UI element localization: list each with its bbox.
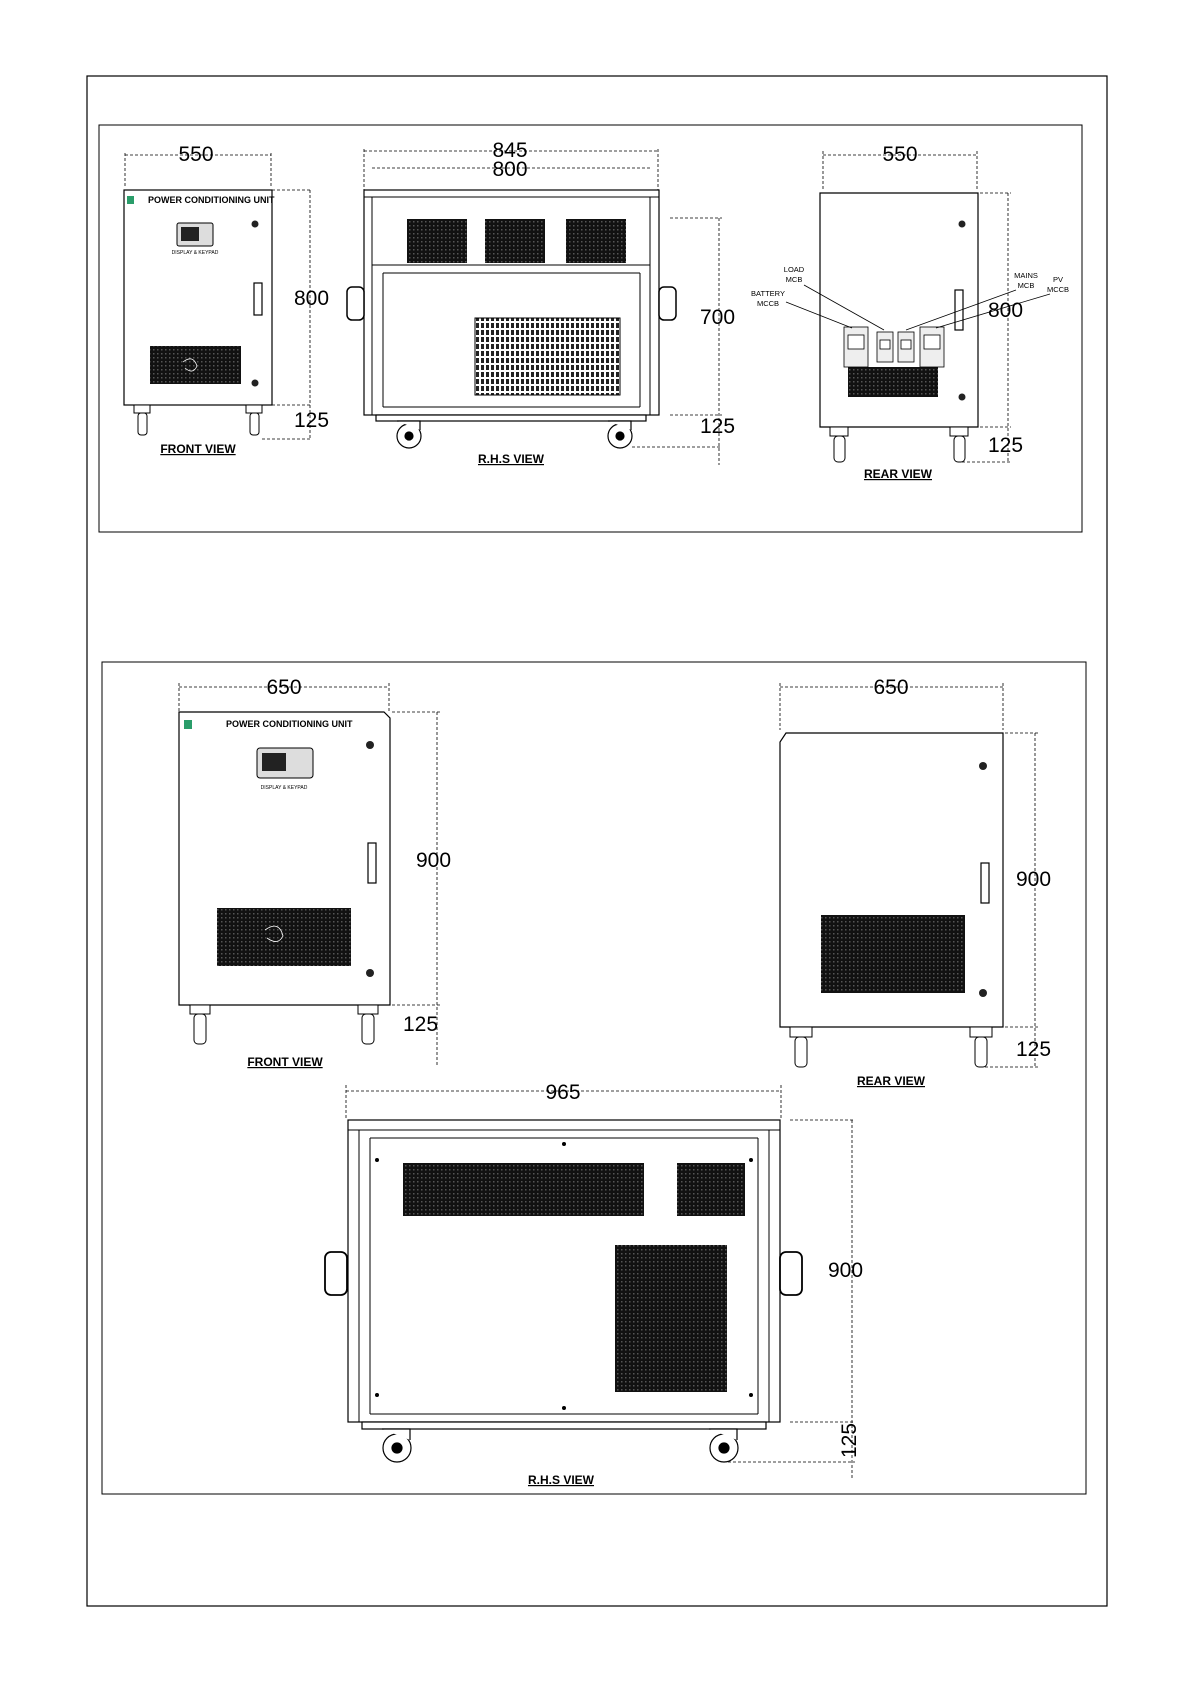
rear-view-title: REAR VIEW — [856, 1074, 926, 1088]
side-castor-dim: 125 — [838, 1422, 861, 1458]
side-view-title: R.H.S VIEW — [477, 452, 545, 466]
rear-castor-dim: 125 — [1016, 1038, 1052, 1061]
front-width-dim: 650 — [266, 676, 302, 699]
side-handle — [659, 287, 676, 320]
vent-grille — [217, 908, 351, 966]
rear-height-dim: 800 — [988, 299, 1024, 322]
door-handle — [368, 843, 376, 883]
logo-icon — [184, 720, 192, 729]
callout-battery-line2: MCCB — [756, 299, 780, 308]
vent-grille — [403, 1163, 644, 1216]
vent-grille — [615, 1245, 727, 1392]
side-height-dim: 900 — [828, 1259, 864, 1282]
callout-load-line1: LOAD — [783, 265, 805, 274]
rear-castor-dim: 125 — [988, 434, 1024, 457]
front-view-title: FRONT VIEW — [160, 442, 236, 456]
vent-grille — [485, 219, 545, 263]
callout-mains-line2: MCB — [1017, 281, 1035, 290]
lock-icon — [252, 221, 259, 228]
callout-pv-line2: MCCB — [1046, 285, 1070, 294]
side-handle — [780, 1252, 802, 1295]
lock-icon — [366, 741, 374, 749]
side-view-title: R.H.S VIEW — [527, 1473, 595, 1487]
side-overall-width-dim: 845 — [492, 139, 528, 162]
front-view-title: FRONT VIEW — [247, 1055, 323, 1069]
door-handle — [254, 283, 262, 315]
rear-width-dim: 550 — [882, 143, 918, 166]
castor-height-dim: 125 — [403, 1013, 439, 1036]
unit-label: POWER CONDITIONING UNIT — [226, 719, 353, 729]
side-handle — [347, 287, 364, 320]
display-label: DISPLAY & KEYPAD — [260, 785, 308, 791]
louvre-panel — [475, 318, 620, 395]
side-overall-width-dim: 965 — [545, 1081, 581, 1104]
vent-grille — [566, 219, 626, 263]
rear-height-dim: 900 — [1016, 868, 1052, 891]
front-view-650 — [179, 676, 451, 1069]
front-view-550 — [124, 143, 329, 456]
front-height-dim: 800 — [294, 287, 330, 310]
rear-width-dim: 650 — [873, 676, 909, 699]
unit-label: POWER CONDITIONING UNIT — [148, 195, 275, 205]
side-view-845 — [347, 139, 735, 466]
vent-grille — [150, 346, 241, 384]
callout-pv-line1: PV — [1052, 275, 1064, 284]
callout-battery-line1: BATTERY — [751, 289, 785, 298]
lock-icon — [979, 762, 987, 770]
lock-icon — [979, 989, 987, 997]
door-handle — [981, 863, 989, 903]
section-2-panel — [102, 662, 1086, 1494]
side-body-width-dim: 800 — [492, 158, 528, 181]
side-view-965 — [325, 1081, 863, 1487]
vent-grille — [407, 219, 467, 263]
vent-grille — [848, 367, 938, 397]
side-castor-dim: 125 — [700, 415, 736, 438]
lock-icon — [366, 969, 374, 977]
rear-view-650 — [780, 676, 1051, 1088]
front-width-dim: 550 — [178, 143, 214, 166]
display-label: DISPLAY & KEYPAD — [171, 250, 219, 256]
side-height-dim: 700 — [700, 306, 736, 329]
logo-icon — [127, 196, 134, 204]
lock-icon — [252, 380, 259, 387]
rear-view-title: REAR VIEW — [863, 467, 933, 481]
front-height-dim: 900 — [416, 849, 452, 872]
side-handle — [325, 1252, 347, 1295]
lock-icon — [959, 221, 966, 228]
lock-icon — [959, 394, 966, 401]
vent-grille — [821, 915, 965, 993]
callout-mains-line1: MAINS — [1014, 271, 1038, 280]
callout-load-line2: MCB — [785, 275, 803, 284]
section-1-panel — [99, 125, 1082, 532]
rear-view-550 — [751, 143, 1069, 481]
castor-height-dim: 125 — [294, 409, 330, 432]
vent-grille — [677, 1163, 745, 1216]
